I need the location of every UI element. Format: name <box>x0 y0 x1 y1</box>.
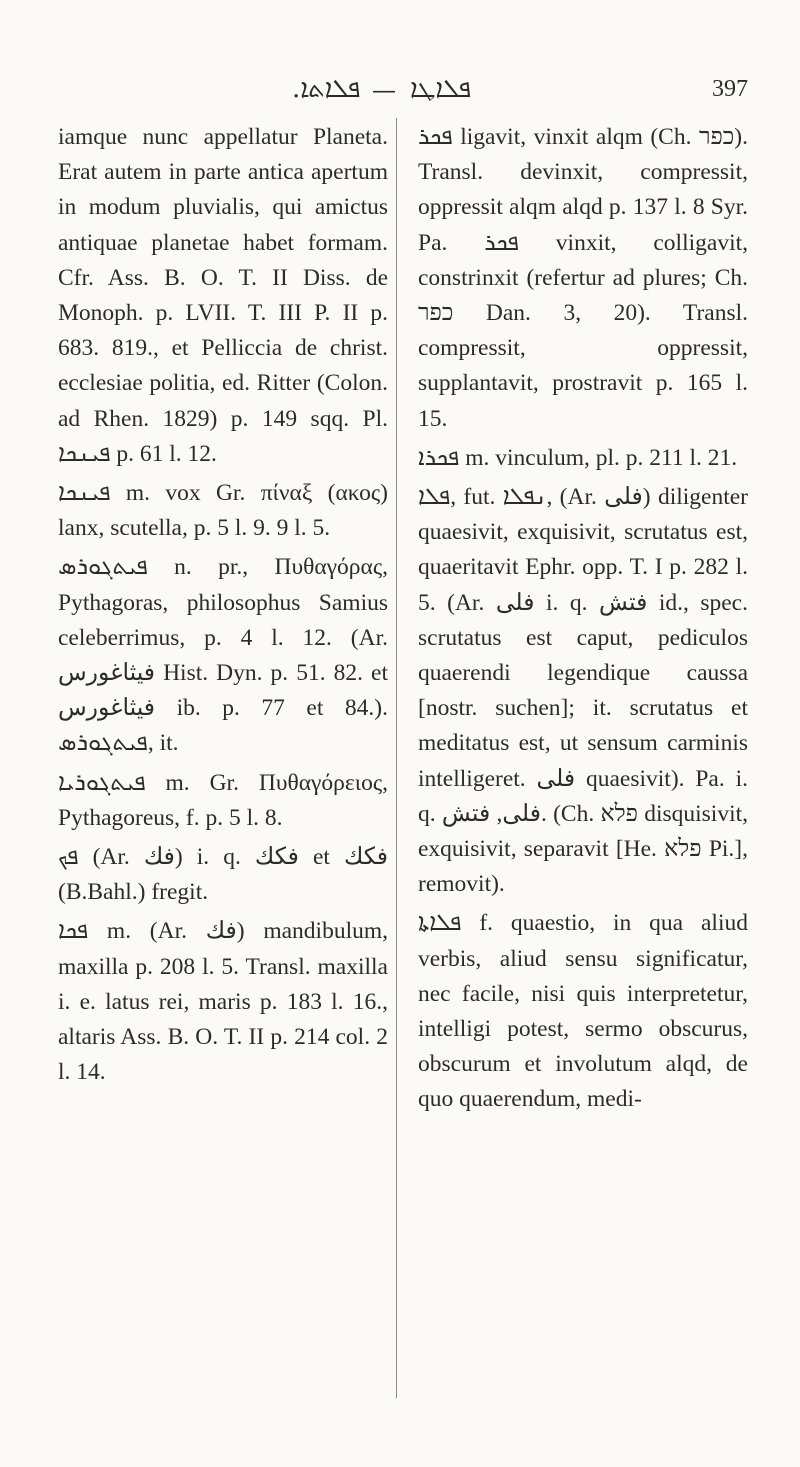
dictionary-entry: ܦܝܬܓܘܪܣ n. pr., Πυθαγόρας, Pythagoras, philosophus Samius celeberrimus, p. 4 l. 12. (Ar. فيثاغورس Hist. Dyn. p. 51. 82. et فيثاغورس ib. p. 77 et 84.). ܦܝܬܓܘܪܣ, it. <box>58 554 388 757</box>
header-right-word: ܦܠܐܛܐ <box>410 74 472 104</box>
column-divider <box>396 118 397 1398</box>
dictionary-entry: ܦܠܐܬܐ f. quaestio, in qua aliud verbis, aliud sensu significatur, nec facile, nisi quis interpretetur, intelligi potest, sermo obscurus, obscurum et involutum alqd, de quo quaerendum, medi- <box>418 910 748 1113</box>
dictionary-entry: ܦܠܐ, fut. ܢܦܠܐ, (Ar. فلى) diligenter quaesivit, exquisivit, scrutatus est, quaeritavit Ephr. opp. T. I p. 282 l. 5. (Ar. فلى i. q. فتش id., spec. scrutatus est caput, pediculos quaerendi legendique caussa [nostr. suchen]; it. scrutatus et meditatus est, ut sensum carminis intelligeret. فلى quaesivit). Pa. i. q. فلى, فتش. (Ch. פלא disquisivit, exquisivit, separavit [He. פלא Pi.], removit). <box>418 484 749 898</box>
dictionary-entry: ܦܟܪܐ m. vinculum, pl. p. 211 l. 21. <box>418 444 738 471</box>
dictionary-entry: ܦܟܪ ligavit, vinxit alqm (Ch. כפר). Transl. devinxit, compressit, oppressit alqm alqd p. 137 l. 8 Syr. Pa. ܦܟܪ vinxit, colligavit, constrinxit (refertur ad plures; Ch. כפר Dan. 3, 20). Transl. compressit, oppressit, supplantavit, prostravit p. 165 l. 15. <box>418 124 749 432</box>
dictionary-entry: ܦܝܢܟܐ m. vox Gr. πίναξ (ακος) lanx, scutella, p. 5 l. 9. 9 l. 5. <box>58 480 388 542</box>
dictionary-entry: ܦܝܬܓܘܪܝܐ m. Gr. Πυθαγόρειος, Pythagoreus, f. p. 5 l. 8. <box>58 769 388 831</box>
right-column <box>418 120 748 1122</box>
left-column <box>58 120 388 1094</box>
header-left-word: .ܦܠܐܬܐ <box>292 74 361 104</box>
header-dash: — <box>372 76 396 104</box>
dictionary-entry: ܦܟ (Ar. فك) i. q. فكك et فكك (B.Bahl.) fregit. <box>58 844 388 906</box>
dictionary-entry: iamque nunc appellatur Planeta. Erat autem in parte antica apertum in modum pluvialis, qui amictus antiquae planetae habet formam. Cfr. Ass. B. O. T. II Diss. de Monoph. p. LVII. T. III P. II p. 683. 819., et Pelliccia de christ. ecclesiae politia, ed. Ritter (Colon. ad Rhen. 1829) p. 149 sqq. Pl. ܦܝܢܟܐ p. 61 l. 12. <box>58 124 388 467</box>
page-number: 397 <box>712 76 748 102</box>
page-header <box>0 68 800 118</box>
dictionary-entry: ܦܟܐ m. (Ar. فك) mandibulum, maxilla p. 208 l. 5. Transl. maxilla i. e. latus rei, maris p. 183 l. 16., altaris Ass. B. O. T. II p. 214 col. 2 l. 14. <box>58 918 389 1086</box>
